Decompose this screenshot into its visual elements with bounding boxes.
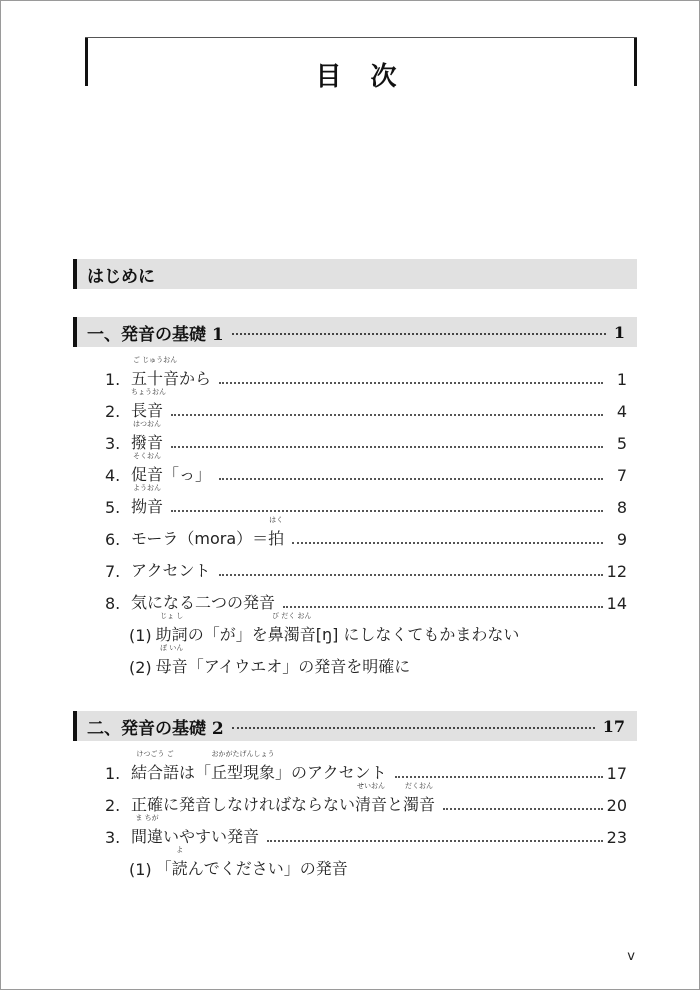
- entry-text: アクセント: [131, 561, 211, 580]
- ruby-base: 助詞: [155, 625, 188, 644]
- section-1-header[interactable]: [73, 317, 637, 347]
- ruby-base: 長音: [131, 401, 164, 420]
- ruby-word: [131, 388, 166, 421]
- entry-text: [131, 750, 387, 783]
- entry-text: [131, 356, 212, 389]
- ruby-base: 撥音: [131, 433, 164, 452]
- ruby-word: [267, 612, 316, 645]
- entry-page: 14: [606, 594, 627, 613]
- entry-page: 5: [616, 434, 627, 453]
- toc-sub-2-3-1[interactable]: [129, 846, 348, 879]
- ruby-base: 清音: [355, 795, 388, 814]
- section-1-label: 一、発音の基礎 1: [87, 324, 224, 345]
- ruby-word: [131, 356, 180, 389]
- ruby-base: 間違: [131, 827, 164, 846]
- toc-entry-1-7[interactable]: [105, 559, 627, 581]
- entry-text: [131, 814, 260, 847]
- footer-page-number: v: [627, 949, 635, 964]
- entry-rest: いやすい発音: [163, 827, 260, 846]
- entry-text: [131, 388, 166, 421]
- dot-leader: [171, 446, 603, 448]
- toc-sub-1-8-1[interactable]: [129, 612, 520, 645]
- entry-text: [131, 782, 436, 815]
- entry-number: 8.: [105, 594, 121, 613]
- dot-leader: [292, 542, 603, 544]
- ruby-base: 母音: [155, 657, 188, 676]
- entry-number: 3.: [105, 434, 121, 453]
- dot-leader: [443, 808, 603, 810]
- entry-page: 17: [606, 764, 627, 783]
- sub-number: (1): [129, 860, 152, 879]
- section-1-page: 1: [613, 322, 625, 342]
- section-2-label: 二、発音の基礎 2: [87, 718, 224, 739]
- entry-number: 2.: [105, 796, 121, 815]
- entry-page: 9: [616, 530, 627, 549]
- sub-number: (2): [129, 658, 152, 677]
- entry-rest: と: [387, 795, 404, 814]
- entry-page: 1: [616, 370, 627, 389]
- ruby-word: [131, 452, 164, 485]
- dot-leader: [283, 606, 603, 608]
- dot-leader: [267, 840, 603, 842]
- entry-number: 5.: [105, 498, 121, 517]
- entry-page: 4: [616, 402, 627, 421]
- ruby-base: 五十音: [131, 369, 180, 388]
- entry-page: 20: [606, 796, 627, 815]
- furigana: び だく おん: [271, 612, 312, 620]
- ruby-base: 読: [171, 859, 188, 878]
- furigana: ご じゅうおん: [132, 356, 178, 364]
- sub-text: の「が」を: [187, 625, 268, 644]
- entry-page: 23: [606, 828, 627, 847]
- dot-leader: [219, 382, 603, 384]
- entry-number: 6.: [105, 530, 121, 549]
- title-frame: [85, 37, 637, 92]
- toc-entry-1-1[interactable]: [105, 356, 627, 389]
- entry-number: 7.: [105, 562, 121, 581]
- section-2-header[interactable]: [73, 711, 637, 741]
- ruby-base: 促音: [131, 465, 164, 484]
- toc-entry-1-2[interactable]: [105, 388, 627, 421]
- toc-entry-1-4[interactable]: [105, 452, 627, 485]
- entry-text: [131, 516, 285, 549]
- sub-text: 「: [155, 859, 172, 878]
- sub-text: 「アイウエオ」の発音を明確に: [187, 657, 411, 676]
- ruby-word: [131, 750, 180, 783]
- furigana: じょ し: [160, 612, 184, 620]
- entry-rest: 」のアクセント: [275, 763, 387, 782]
- dot-leader: [171, 414, 603, 416]
- entry-text: [131, 452, 212, 485]
- entry-rest: から: [179, 369, 212, 388]
- furigana: はく: [269, 516, 284, 524]
- page-title: 目 次: [315, 62, 407, 92]
- toc-entry-1-8[interactable]: [105, 591, 627, 613]
- ruby-word: [155, 612, 188, 645]
- dot-leader: [395, 776, 603, 778]
- entry-page: 8: [616, 498, 627, 517]
- furigana: ちょうおん: [131, 388, 166, 396]
- ruby-word: [131, 484, 164, 517]
- dot-leader: [171, 510, 603, 512]
- toc-entry-1-3[interactable]: [105, 420, 627, 453]
- entry-text: [131, 420, 164, 453]
- furigana: よ: [176, 846, 184, 854]
- entry-number: 4.: [105, 466, 121, 485]
- ruby-base: 濁音: [403, 795, 436, 814]
- entry-text: 気になる二つの発音: [131, 593, 276, 612]
- ruby-word: [355, 782, 388, 815]
- ruby-word: [211, 750, 276, 783]
- entry-pre: 正確に発音しなければならない: [131, 795, 356, 814]
- ruby-base: 拍: [268, 529, 285, 548]
- entry-page: 12: [606, 562, 627, 581]
- dot-leader: [219, 574, 603, 576]
- entry-rest: は「: [179, 763, 212, 782]
- furigana: せいおん: [357, 782, 386, 790]
- furigana: おかがたげんしょう: [211, 750, 275, 758]
- section-2-page: 17: [602, 716, 625, 736]
- ruby-base: 鼻濁音: [267, 625, 316, 644]
- toc-entry-1-5[interactable]: [105, 484, 627, 517]
- dot-leader: [219, 478, 603, 480]
- furigana: はつおん: [133, 420, 161, 428]
- ruby-word: [403, 782, 436, 815]
- furigana: そくおん: [133, 452, 161, 460]
- sub-text: [ŋ] にしなくてもかまわない: [315, 625, 520, 644]
- dot-leader: [232, 727, 595, 729]
- furigana: けつごう ご: [136, 750, 174, 758]
- entry-page: 7: [616, 466, 627, 485]
- entry-number: 1.: [105, 764, 121, 783]
- entry-rest: 「っ」: [163, 465, 212, 484]
- ruby-word: [268, 516, 285, 549]
- entry-text: [131, 484, 164, 517]
- section-intro-label: はじめに: [87, 266, 155, 287]
- ruby-word: [131, 814, 164, 847]
- sub-text: んでください」の発音: [187, 859, 348, 878]
- section-intro[interactable]: [73, 259, 637, 289]
- furigana: ようおん: [133, 484, 161, 492]
- sub-number: (1): [129, 626, 152, 645]
- entry-number: 2.: [105, 402, 121, 421]
- toc-sub-1-8-2[interactable]: [129, 644, 411, 677]
- ruby-base: 結合語: [131, 763, 180, 782]
- entry-number: 3.: [105, 828, 121, 847]
- furigana: ま ちが: [135, 814, 159, 822]
- ruby-word: [171, 846, 188, 879]
- dot-leader: [232, 333, 606, 335]
- toc-entry-1-6[interactable]: [105, 516, 627, 549]
- entry-pre: モーラ（mora）＝: [131, 529, 269, 548]
- ruby-base: 丘型現象: [211, 763, 276, 782]
- ruby-word: [155, 644, 188, 677]
- toc-entry-2-1[interactable]: [105, 750, 627, 783]
- ruby-word: [131, 420, 164, 453]
- furigana: ぼ いん: [160, 644, 184, 652]
- furigana: だくおん: [405, 782, 434, 790]
- toc-entry-2-2[interactable]: [105, 782, 627, 815]
- entry-number: 1.: [105, 370, 121, 389]
- ruby-base: 拗音: [131, 497, 164, 516]
- toc-entry-2-3[interactable]: [105, 814, 627, 847]
